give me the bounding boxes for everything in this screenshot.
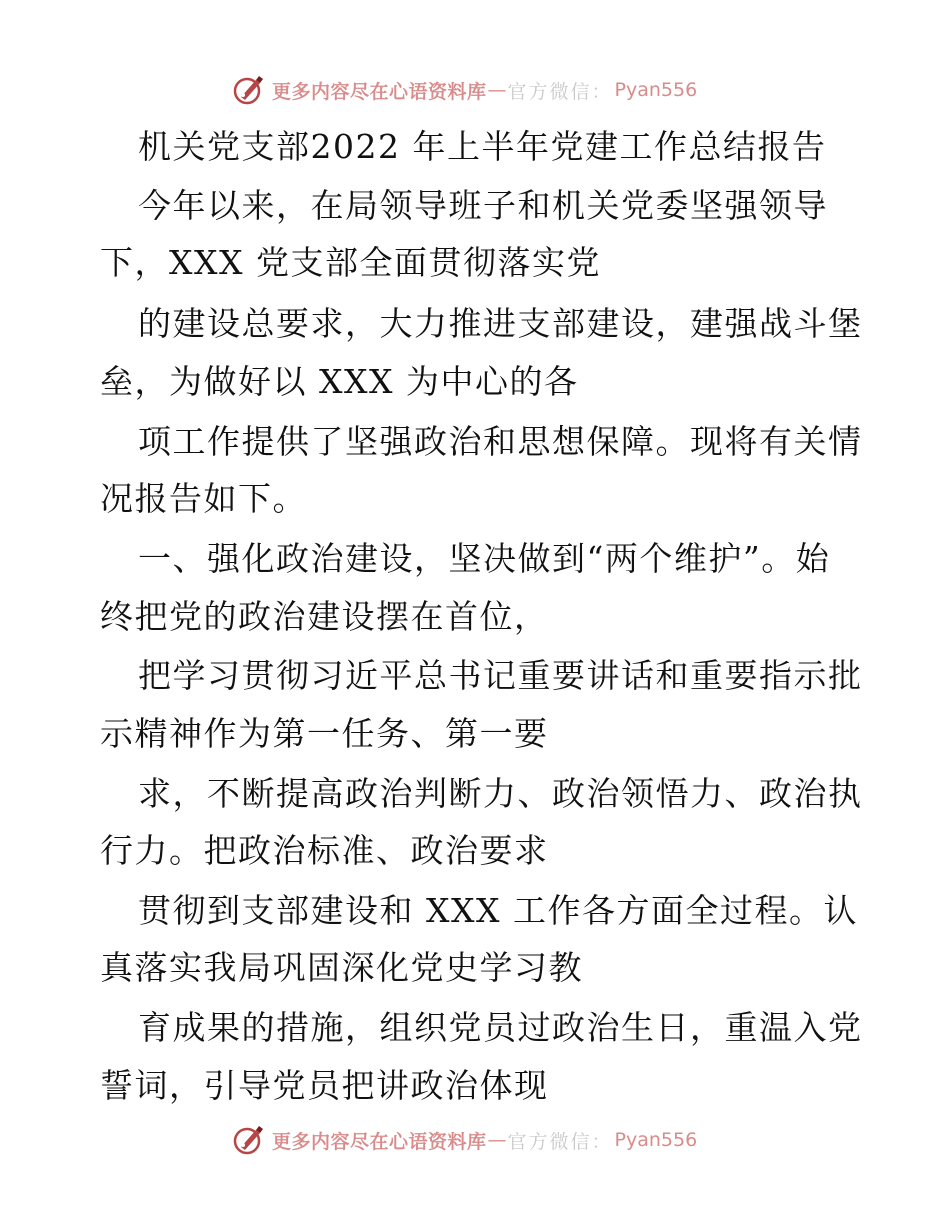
- watermark-official-label: 官方微信: [507, 1130, 592, 1153]
- text-line: 的建设总要求，大力推进支部建设，建强战斗堡: [138, 304, 863, 343]
- text-line: 终把党的政治建设摆在首位，: [100, 597, 549, 636]
- text-line: 项工作提供了坚强政治和思想保障。现将有关情: [138, 422, 863, 461]
- text-line: 下，XXX 党支部全面贯彻落实党: [100, 243, 601, 282]
- watermark-separator: —: [487, 79, 507, 101]
- text-line: 贯彻到支部建设和 XXX 工作各方面全过程。认: [138, 891, 858, 930]
- watermark-wechat-id: Pyan556: [614, 1129, 698, 1151]
- watermark-colon: ：: [591, 80, 611, 103]
- watermark-separator: —: [487, 1129, 507, 1151]
- watermark-text: 更多内容尽在心语资料库: [272, 1130, 487, 1153]
- section-heading-line: 一、强化政治建设，坚决做到“两个维护”。始: [138, 539, 831, 578]
- text-line: 求，不断提高政治判断力、政治领悟力、政治执: [138, 774, 863, 813]
- text-line: 今年以来，在局领导班子和机关党委坚强领导: [138, 186, 828, 225]
- watermark-colon: ：: [591, 1130, 611, 1153]
- pen-logo-icon: [232, 73, 266, 107]
- watermark-text: 更多内容尽在心语资料库: [272, 80, 487, 103]
- pen-logo-icon: [232, 1123, 266, 1157]
- header-watermark: [232, 70, 732, 110]
- text-line: 育成果的措施，组织党员过政治生日，重温入党: [138, 1008, 863, 1047]
- text-line: 把学习贯彻习近平总书记重要讲话和重要指示批: [138, 656, 863, 695]
- watermark-wechat-id: Pyan556: [614, 79, 698, 101]
- text-line: 垒，为做好以 XXX 为中心的各: [100, 362, 579, 401]
- footer-watermark: [232, 1120, 732, 1160]
- text-line: 真落实我局巩固深化党史学习教: [100, 948, 583, 987]
- text-line: 誓词，引导党员把讲政治体现: [100, 1066, 549, 1105]
- watermark-official-label: 官方微信: [507, 80, 592, 103]
- document-title: 机关党支部2022 年上半年党建工作总结报告: [138, 127, 827, 166]
- text-line: 行力。把政治标准、政治要求: [100, 831, 549, 870]
- text-line: 况报告如下。: [100, 479, 307, 518]
- text-line: 示精神作为第一任务、第一要: [100, 714, 549, 753]
